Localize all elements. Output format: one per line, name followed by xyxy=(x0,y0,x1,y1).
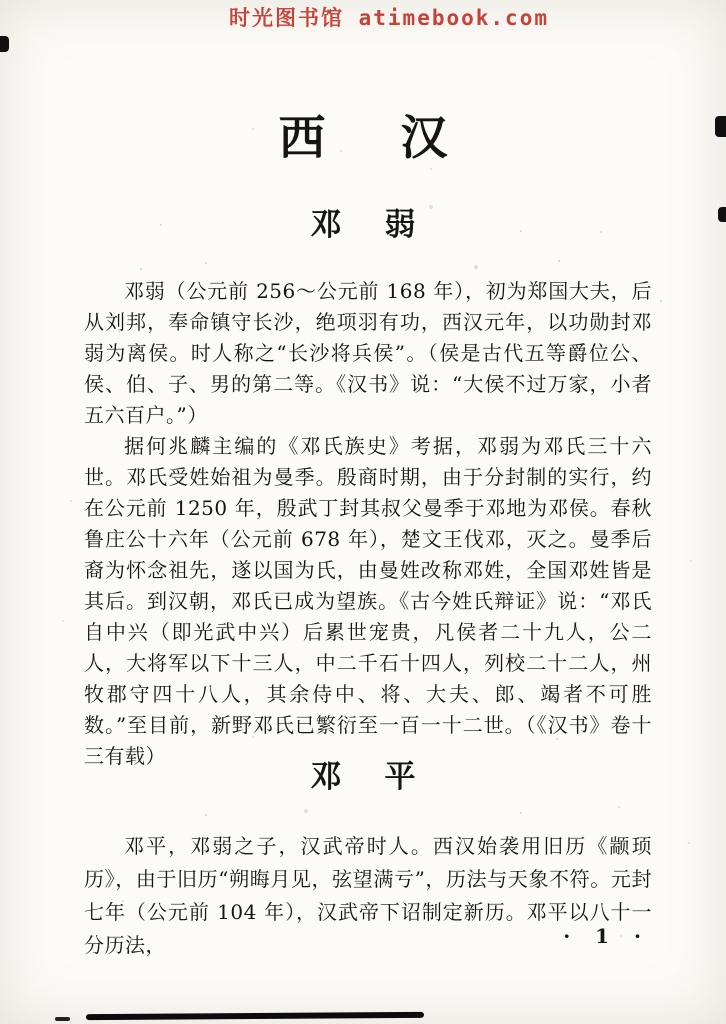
paragraph: 据何兆麟主编的《邓氏族史》考据，邓弱为邓氏三十六世。邓氏受姓始祖为曼季。殷商时期，由于分封制的实行，约在公元前 1250 年，殷武丁封其叔父曼季于邓地为邓侯。春秋鲁庄公十六年（公元前 678 年），楚文王伐邓，灭之。曼季后裔为怀念祖先，遂以国为氏，由曼姓改称邓姓，全国邓姓皆是其后。到汉朝，邓氏已成为望族。《古今姓氏辩证》说：“邓氏自中兴（即光武中兴）后累世宠贵，凡侯者二十九人，公二人，大将军以下十三人，中二千石十四人，列校二十二人，州牧郡守四十八人，其余侍中、将、大夫、郎、竭者不可胜数。”至目前，新野邓氏已繁衍至一百一十二世。（《汉书》卷十三有载） xyxy=(84,434,652,768)
section-body-deng-ruo xyxy=(84,276,652,772)
scan-artifact xyxy=(86,1012,424,1020)
paragraph: 邓弱（公元前 256～公元前 168 年），初为郑国大夫，后从刘邦，奉命镇守长沙，绝项羽有功，西汉元年，以功勋封邓弱为离侯。时人称之“长沙将兵侯”。（侯是古代五等爵位公、侯、伯、子、男的第二等。《汉书》说：“大侯不过万家，小者五六百户。”） xyxy=(84,279,652,427)
chapter-title: 西 汉 xyxy=(278,111,462,166)
watermark: 时光图书馆 atimebook.com xyxy=(228,6,549,30)
scan-artifact xyxy=(0,36,9,52)
scan-artifact xyxy=(55,1017,70,1021)
section-heading-deng-ping: 邓 平 xyxy=(310,759,422,795)
paragraph: 邓平，邓弱之子，汉武帝时人。西汉始袭用旧历《颛顼历》，由于旧历“朔晦月见，弦望满亏”，历法与天象不符。元封七年（公元前 104 年），汉武帝下诏制定新历。邓平以八十一分历法， xyxy=(84,834,652,957)
section-heading-deng-ruo: 邓 弱 xyxy=(310,207,422,243)
scan-artifact xyxy=(715,116,726,137)
page-number: · 1 · xyxy=(563,924,650,948)
scan-artifact xyxy=(718,207,726,222)
